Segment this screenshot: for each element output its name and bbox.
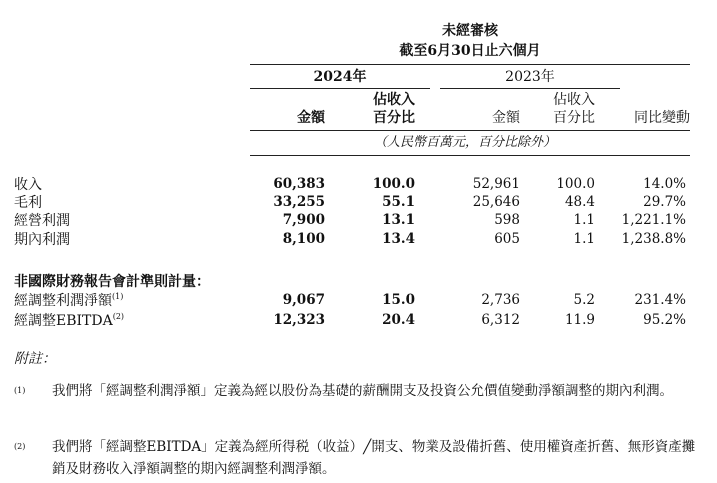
value-2023: 52,961 bbox=[472, 176, 520, 192]
row-label: 經營利潤 bbox=[14, 213, 70, 229]
year-2023-header: 2023年 bbox=[505, 69, 555, 85]
pct-2023: 1.1 bbox=[573, 231, 595, 247]
row-label-text: 經調整利潤淨額 bbox=[14, 293, 112, 309]
col-pct-2024-line1: 佔收入 bbox=[373, 92, 415, 108]
footnote-text: 我們將「經調整利潤淨額」定義為經以股份為基礎的薪酬開支及投資公允價值變動淨額調整的期內利潤。 bbox=[52, 383, 673, 399]
year-2024-header: 2024年 bbox=[313, 69, 367, 85]
pct-2023: 5.2 bbox=[573, 292, 595, 308]
value-2024: 12,323 bbox=[273, 312, 325, 328]
value-2024: 9,067 bbox=[282, 292, 325, 308]
value-2024: 33,255 bbox=[273, 194, 325, 210]
value-2024: 60,383 bbox=[273, 176, 325, 192]
yoy-change: 231.4% bbox=[634, 292, 686, 308]
col-pct-2023-line1: 佔收入 bbox=[553, 92, 595, 108]
unaudited-header: 未經審核 bbox=[442, 23, 498, 39]
col-yoy: 同比變動 bbox=[634, 110, 690, 126]
pct-2023: 1.1 bbox=[573, 212, 595, 228]
pct-2023: 100.0 bbox=[556, 176, 595, 192]
footnote-marker: (1) bbox=[112, 292, 124, 301]
col-amount-2023: 金額 bbox=[492, 110, 520, 126]
pct-2024: 55.1 bbox=[382, 194, 415, 210]
value-2023: 605 bbox=[494, 231, 520, 247]
row-label: 毛利 bbox=[14, 195, 42, 211]
non-ifrs-title: 非國際財務報告會計準則計量： bbox=[14, 274, 210, 290]
columns-rule bbox=[250, 130, 690, 131]
pct-2023: 11.9 bbox=[564, 312, 595, 328]
footnote-text: 我們將「經調整EBITDA」定義為經所得税（收益）╱開支、物業及設備折舊、使用權資產折舊、無形資產攤銷及財務收入淨額調整的期內經調整利潤淨額。 bbox=[52, 439, 696, 477]
row-label: 期內利潤 bbox=[14, 232, 70, 248]
yoy-change: 95.2% bbox=[643, 312, 686, 328]
footnote-mark: (2) bbox=[14, 442, 26, 451]
pct-2024: 15.0 bbox=[382, 292, 415, 308]
unit-note: （人民幣百萬元，百分比除外） bbox=[373, 135, 556, 150]
yoy-change: 14.0% bbox=[643, 176, 686, 192]
value-2023: 2,736 bbox=[481, 292, 520, 308]
col-pct-2023-line2: 百分比 bbox=[553, 110, 595, 126]
pct-2023: 48.4 bbox=[564, 194, 595, 210]
value-2023: 598 bbox=[494, 212, 520, 228]
row-label bbox=[14, 314, 124, 328]
year-2023-rule bbox=[440, 88, 620, 89]
pct-2024: 13.1 bbox=[382, 212, 415, 228]
yoy-change: 1,221.1% bbox=[621, 212, 686, 228]
unit-note-rule bbox=[250, 155, 690, 156]
yoy-change: 29.7% bbox=[643, 194, 686, 210]
value-2024: 7,900 bbox=[282, 212, 325, 228]
pct-2024: 13.4 bbox=[382, 231, 415, 247]
value-2024: 8,100 bbox=[282, 231, 325, 247]
row-label-text: 經調整EBITDA bbox=[14, 313, 113, 329]
footnote-marker: (2) bbox=[112, 312, 125, 321]
period-header: 截至6月30日止六個月 bbox=[399, 43, 541, 59]
header-rule-top bbox=[250, 64, 690, 65]
pct-2024: 20.4 bbox=[382, 312, 415, 328]
pct-2024: 100.0 bbox=[372, 176, 415, 192]
value-2023: 6,312 bbox=[481, 312, 520, 328]
row-label bbox=[14, 294, 123, 308]
col-pct-2024-line2: 百分比 bbox=[373, 110, 415, 126]
notes-title: 附註： bbox=[14, 351, 56, 367]
yoy-change: 1,238.8% bbox=[621, 231, 686, 247]
value-2023: 25,646 bbox=[472, 194, 520, 210]
year-2024-rule bbox=[250, 88, 430, 89]
row-label: 收入 bbox=[14, 177, 42, 193]
col-amount-2024: 金額 bbox=[297, 110, 325, 126]
footnote-mark: (1) bbox=[14, 386, 26, 395]
